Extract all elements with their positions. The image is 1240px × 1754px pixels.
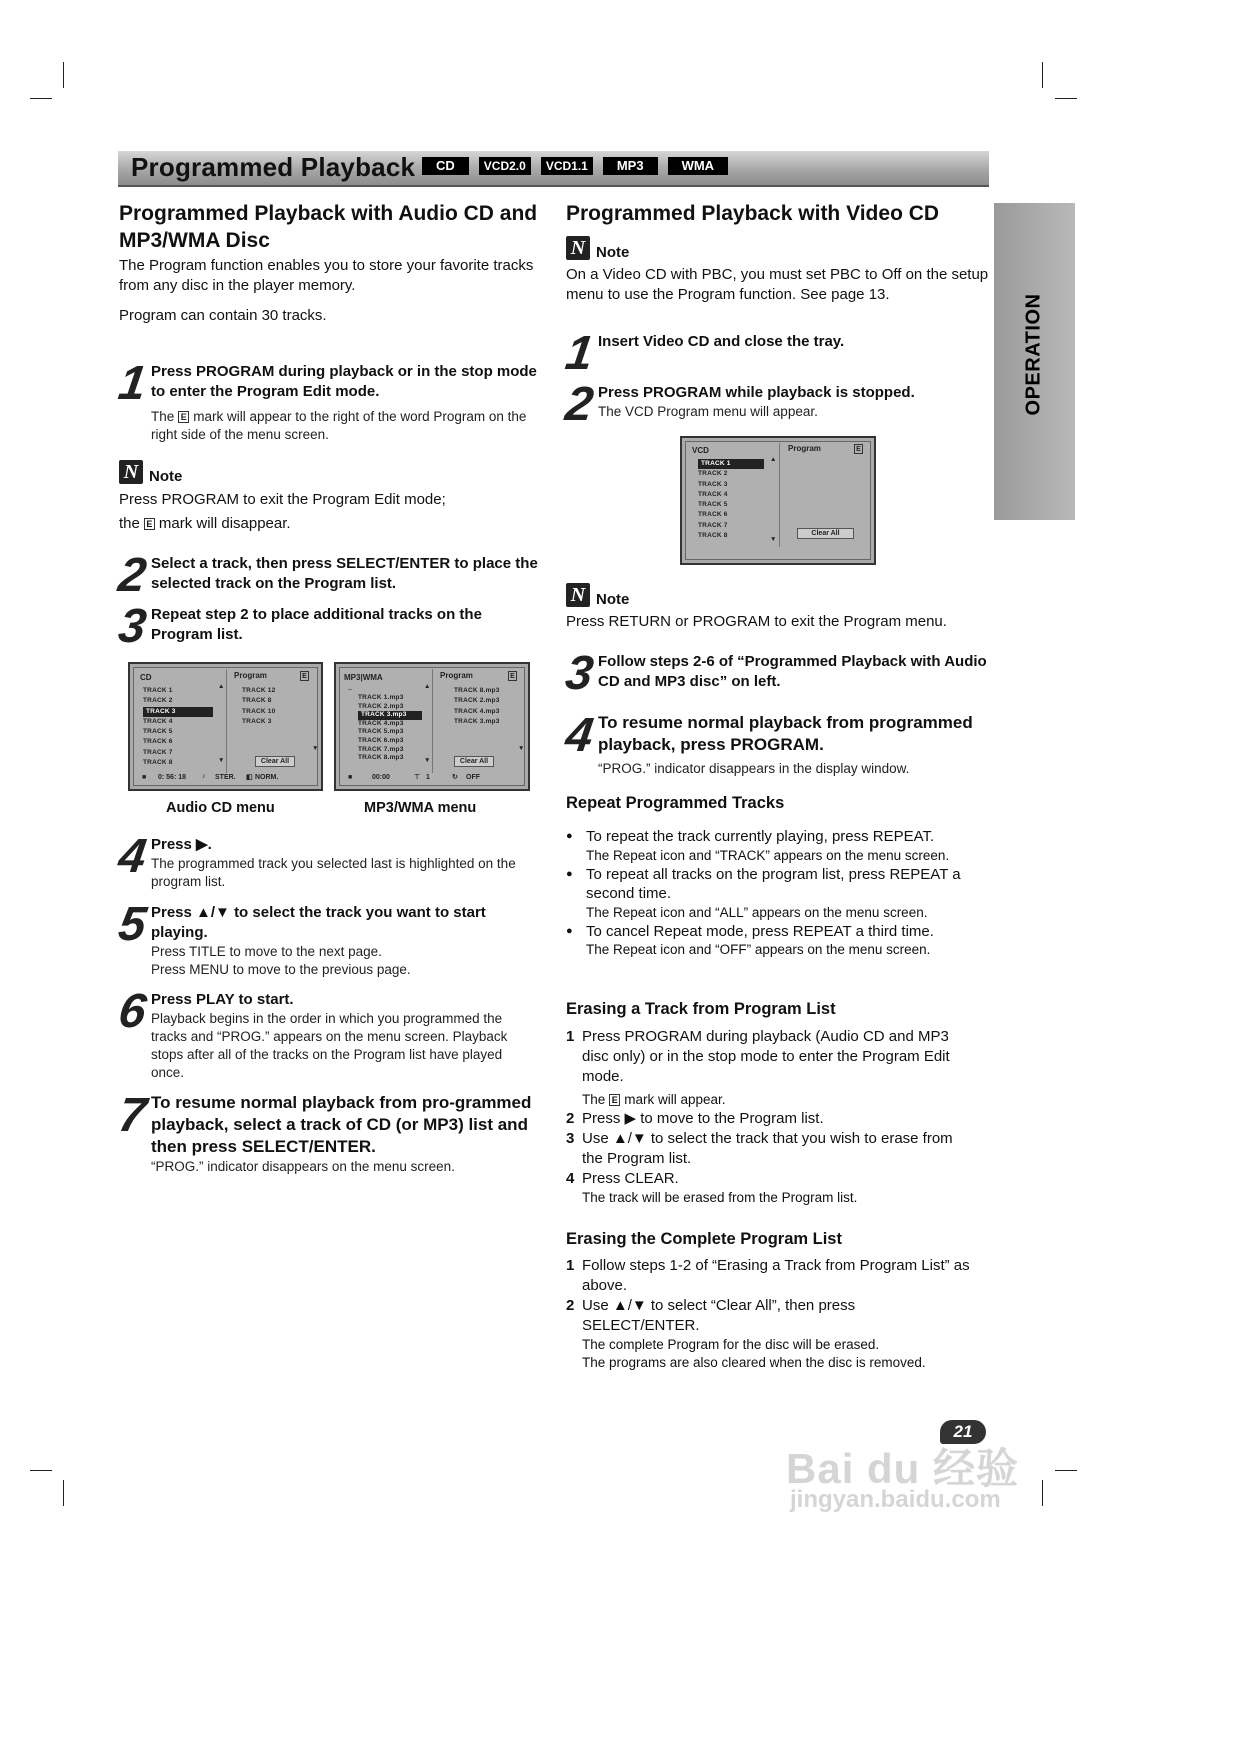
step-title: Insert Video CD and close the tray.	[598, 333, 845, 350]
program-item[interactable]: TRACK 4.mp3	[454, 707, 500, 715]
cd-menu-caption: Audio CD menu	[166, 800, 275, 816]
crop-mark	[1055, 98, 1077, 99]
scroll-down-icon: ▼	[218, 757, 225, 764]
list-item-text: Follow steps 1-2 of “Erasing a Track from Program List” as above.	[582, 1257, 970, 1294]
step-number: 2	[115, 549, 150, 602]
track-item-selected[interactable]: TRACK 3.mp3	[358, 711, 422, 720]
program-item[interactable]: TRACK 12	[242, 687, 276, 694]
step-number: 4	[562, 709, 597, 762]
crop-mark	[30, 1470, 52, 1471]
list-item	[566, 1256, 976, 1296]
note-text: On a Video CD with PBC, you must set PBC to Off on the setup menu to use the Program function. See page 13.	[566, 266, 989, 303]
list-item-desc: The programs are also cleared when the disc is removed.	[582, 1355, 926, 1370]
stop-icon: ■	[142, 774, 147, 781]
title-icon: ⊤	[414, 774, 421, 781]
step-number: 1	[115, 357, 150, 410]
crop-mark	[1042, 1480, 1043, 1506]
note-text: Press RETURN or PROGRAM to exit the Program menu.	[566, 613, 947, 630]
step-desc: “PROG.” indicator disappears on the menu screen.	[151, 1159, 455, 1174]
track-item[interactable]: TRACK 2	[698, 470, 728, 478]
track-item[interactable]: TRACK 8.mp3	[358, 754, 404, 762]
cd-list-title: CD	[140, 673, 152, 682]
track-item[interactable]: TRACK 7	[698, 521, 728, 529]
step-number: 3	[115, 600, 150, 653]
edit-mark-icon: E	[609, 1094, 620, 1106]
track-item[interactable]: TRACK 1	[143, 687, 173, 694]
note-text-pre: the	[119, 515, 140, 532]
track-item[interactable]: TRACK 2	[143, 697, 173, 705]
badge-vcd11: VCD1.1	[541, 157, 593, 175]
list-item-desc: The Repeat icon and “TRACK” appears on the menu screen.	[586, 847, 950, 863]
desc-post: mark will appear.	[624, 1092, 726, 1107]
list-item-desc	[582, 1091, 976, 1109]
list-item-number: 1	[566, 1257, 575, 1274]
note-label: Note	[149, 468, 183, 485]
list-item-text: To cancel Repeat mode, press REPEAT a third time.	[586, 922, 934, 940]
mp3-track-list	[358, 694, 422, 763]
note-icon: N	[119, 460, 143, 484]
crop-mark	[1042, 62, 1043, 88]
stop-icon: ■	[348, 774, 353, 781]
list-item	[566, 827, 991, 865]
track-item[interactable]: TRACK 6	[143, 738, 173, 746]
mp3-list-title: MP3|WMA	[344, 673, 383, 682]
watermark-logo: Bai du 经验	[786, 1445, 1020, 1492]
track-item[interactable]: TRACK 6	[698, 511, 728, 519]
page-title: Programmed Playback	[131, 152, 416, 182]
track-item-selected[interactable]: TRACK 1	[698, 459, 764, 469]
side-tab	[994, 203, 1075, 520]
left-heading: Programmed Playback with Audio CD and MP3/WMA Disc	[119, 202, 538, 252]
step-title: Select a track, then press SELECT/ENTER to place the selected track on the Program list.	[151, 555, 538, 592]
crop-mark	[1055, 1470, 1077, 1471]
scroll-up-icon: ▲	[770, 456, 777, 463]
list-item-number: 2	[566, 1110, 575, 1127]
scroll-down-icon: ▼	[424, 757, 431, 764]
right-note-1	[566, 236, 991, 306]
badge-cd: CD	[422, 157, 469, 175]
repeat-status: OFF	[466, 774, 480, 781]
crop-mark	[63, 1480, 64, 1506]
repeat-icon: ↻	[452, 774, 458, 781]
cd-program-list	[242, 686, 312, 727]
crop-mark	[30, 98, 52, 99]
track-item[interactable]: TRACK 5	[143, 728, 173, 736]
list-item	[566, 865, 991, 922]
list-item	[566, 922, 991, 960]
step-title: To resume normal playback from pro-grammed playback, select a track of CD (or MP3) list and then press SELECT/ENTER.	[151, 1093, 532, 1156]
divider	[432, 669, 433, 773]
step-desc-1: Press TITLE to move to the next page.	[151, 944, 382, 959]
step-title: Press PLAY to start.	[151, 991, 294, 1008]
step-desc-post: mark will appear to the right of the word Program on the right side of the menu screen.	[151, 409, 527, 442]
note-icon: N	[566, 236, 590, 260]
left-intro-1: The Program function enables you to store your favorite tracks from any disc in the player memory.	[119, 257, 534, 294]
list-item-text: Press PROGRAM during playback (Audio CD and MP3 disc only) or in the stop mode to enter the Program Edit mode.	[582, 1028, 950, 1085]
title-number: 1	[426, 774, 430, 781]
step-desc: The programmed track you selected last is highlighted on the program list.	[151, 856, 516, 889]
section-header	[118, 151, 989, 187]
step-number: 5	[115, 898, 150, 951]
watermark-url: jingyan.baidu.com	[790, 1486, 1001, 1513]
list-item-text: Press CLEAR.	[582, 1170, 679, 1187]
list-item-text: To repeat the track currently playing, press REPEAT.	[586, 828, 935, 845]
page-number: 21	[940, 1420, 986, 1444]
program-item[interactable]: TRACK 2.mp3	[454, 697, 500, 705]
list-item-number: 3	[566, 1130, 575, 1147]
note-label: Note	[596, 591, 630, 608]
stereo-label: STER.	[215, 774, 236, 781]
list-item-number: 2	[566, 1297, 575, 1314]
list-item-text: Use ▲/▼ to select “Clear All”, then press SELECT/ENTER.	[582, 1297, 856, 1334]
desc-pre: The	[582, 1092, 606, 1107]
step-number: 7	[115, 1089, 150, 1142]
vcd-menu-screen	[680, 436, 876, 565]
erase-all-list	[566, 1256, 976, 1372]
track-item[interactable]: TRACK 7	[143, 748, 173, 756]
program-item[interactable]: TRACK 3.mp3	[454, 717, 500, 725]
list-item-desc: The complete Program for the disc will be erased.	[582, 1337, 880, 1352]
scroll-up-icon: ▲	[424, 683, 431, 690]
program-item[interactable]: TRACK 10	[242, 707, 276, 715]
track-item[interactable]: TRACK 4	[143, 717, 173, 725]
parent-folder-item[interactable]: ..	[348, 685, 353, 692]
sound-icon: ◧	[246, 774, 253, 781]
scroll-down-icon: ▼	[312, 745, 319, 752]
clear-all-button[interactable]: Clear All	[255, 756, 295, 767]
track-item[interactable]: TRACK 3	[698, 480, 728, 488]
track-item[interactable]: TRACK 5.mp3	[358, 728, 404, 736]
erase-track-heading: Erasing a Track from Program List	[566, 1000, 836, 1018]
repeat-heading: Repeat Programmed Tracks	[566, 794, 785, 812]
step-number: 6	[115, 985, 150, 1038]
list-item-text: To repeat all tracks on the program list, press REPEAT a second time.	[586, 865, 961, 902]
program-item[interactable]: TRACK 8.mp3	[454, 687, 500, 694]
list-item-number: 4	[566, 1170, 575, 1187]
list-item	[566, 1129, 976, 1169]
program-title: Program	[440, 671, 473, 680]
list-item-text: Use ▲/▼ to select the track that you wish to erase from the Program list.	[582, 1130, 953, 1167]
note-text-2	[119, 514, 539, 534]
step-desc-2: Press MENU to move to the previous page.	[151, 962, 411, 977]
list-item	[566, 1027, 976, 1109]
mp3-menu-caption: MP3/WMA menu	[364, 800, 477, 816]
left-intro-2: Program can contain 30 tracks.	[119, 307, 327, 324]
right-note-2	[566, 583, 991, 633]
track-item[interactable]: TRACK 7.mp3	[358, 745, 404, 753]
divider	[779, 443, 780, 547]
vcd-track-list	[698, 459, 764, 541]
note-label: Note	[596, 244, 630, 261]
edit-mark-icon: E	[854, 444, 863, 454]
edit-mark-icon: E	[144, 518, 155, 530]
scroll-down-icon: ▼	[518, 745, 525, 752]
track-item[interactable]: TRACK 6.mp3	[358, 736, 404, 744]
time-display: 00:00	[372, 774, 390, 781]
cd-track-list	[143, 686, 213, 768]
step-title: To resume normal playback from programmed playback, press PROGRAM.	[598, 713, 973, 754]
sound-mode-label: NORM.	[255, 774, 279, 781]
right-heading: Programmed Playback with Video CD	[566, 202, 940, 225]
edit-mark-icon: E	[508, 671, 517, 681]
audio-icon: ♪	[202, 773, 206, 780]
track-item[interactable]: TRACK 2.mp3	[358, 702, 404, 710]
step-desc-pre: The	[151, 409, 175, 424]
step-desc	[151, 408, 543, 444]
scroll-down-icon: ▼	[770, 536, 777, 543]
list-item-desc: The Repeat icon and “OFF” appears on the menu screen.	[586, 942, 931, 957]
track-item-selected[interactable]: TRACK 3	[143, 707, 213, 717]
list-item	[566, 1169, 976, 1207]
note-text-1: Press PROGRAM to exit the Program Edit mode;	[119, 491, 446, 508]
step-number: 3	[562, 647, 597, 700]
edit-mark-icon: E	[300, 671, 309, 681]
mp3-program-list	[454, 686, 520, 727]
badge-vcd20: VCD2.0	[479, 157, 531, 175]
time-display: 0: 56: 18	[158, 774, 187, 781]
list-item-desc: The track will be erased from the Program list.	[582, 1190, 858, 1205]
step-title: Press ▶.	[151, 836, 212, 853]
list-item	[566, 1109, 976, 1129]
side-tab-label: OPERATION	[1022, 293, 1045, 416]
crop-mark	[63, 62, 64, 88]
mp3-menu-screen	[334, 662, 530, 791]
list-item-number: 1	[566, 1028, 575, 1045]
erase-all-heading: Erasing the Complete Program List	[566, 1230, 842, 1248]
program-item[interactable]: TRACK 8	[242, 697, 272, 705]
disc-badges	[422, 157, 728, 175]
program-title: Program	[234, 671, 267, 680]
list-item-text: Press ▶ to move to the Program list.	[582, 1110, 824, 1127]
step-number: 1	[562, 327, 597, 380]
step-desc: Playback begins in the order in which you programmed the tracks and “PROG.” appears on the menu screen. Playback stops after all of the tracks on the Program list have played once.	[151, 1011, 508, 1080]
badge-mp3: MP3	[603, 157, 658, 175]
step-desc: “PROG.” indicator disappears in the display window.	[598, 761, 910, 776]
list-item	[566, 1296, 976, 1372]
track-item[interactable]: TRACK 8	[698, 532, 728, 540]
track-item[interactable]: TRACK 1.mp3	[358, 694, 404, 701]
step-number: 4	[115, 830, 150, 883]
note-text-post: mark will disappear.	[158, 515, 291, 532]
repeat-list	[566, 827, 991, 959]
clear-all-button[interactable]: Clear All	[454, 756, 494, 767]
track-item[interactable]: TRACK 4	[698, 490, 728, 498]
list-item-desc: The Repeat icon and “ALL” appears on the menu screen.	[586, 904, 928, 920]
erase-track-list	[566, 1027, 976, 1207]
step-desc: The VCD Program menu will appear.	[598, 404, 818, 419]
step-title: Follow steps 2-6 of “Programmed Playback with Audio CD and MP3 disc” on left.	[598, 653, 987, 690]
note-icon: N	[566, 583, 590, 607]
step-title: Press PROGRAM while playback is stopped.	[598, 384, 915, 401]
step-title: Press ▲/▼ to select the track you want to start playing.	[151, 904, 486, 941]
step-title: Repeat step 2 to place additional tracks on the Program list.	[151, 606, 482, 643]
track-item[interactable]: TRACK 4.mp3	[358, 719, 404, 727]
cd-menu-screen	[128, 662, 323, 791]
step-number: 2	[562, 378, 597, 431]
divider	[226, 669, 227, 773]
left-note	[119, 460, 539, 540]
track-item[interactable]: TRACK 8	[143, 759, 173, 767]
scroll-up-icon: ▲	[218, 683, 225, 690]
program-item[interactable]: TRACK 3	[242, 717, 272, 725]
step-title: Press PROGRAM during playback or in the stop mode to enter the Program Edit mode.	[151, 363, 537, 400]
program-title: Program	[788, 444, 821, 453]
edit-mark-icon: E	[178, 411, 189, 423]
badge-wma: WMA	[668, 157, 729, 175]
vcd-list-title: VCD	[692, 446, 709, 455]
clear-all-button[interactable]: Clear All	[797, 528, 854, 539]
track-item[interactable]: TRACK 5	[698, 501, 728, 509]
